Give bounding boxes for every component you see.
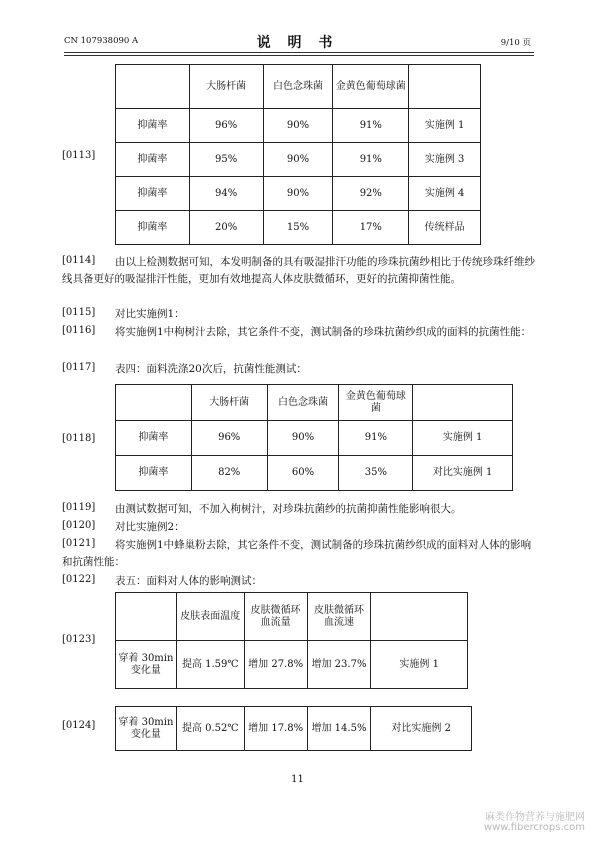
table-header-row <box>116 385 513 421</box>
table-row <box>116 641 468 689</box>
table-row <box>116 109 481 143</box>
table-cell: 35% <box>339 456 413 491</box>
header-cell: 白色念珠菌 <box>267 385 339 421</box>
table-cell: 90% <box>267 421 339 456</box>
table-cell: 82% <box>191 456 267 491</box>
paragraph-number: [0113] <box>62 150 96 161</box>
header-cell: 金黄色葡萄球菌 <box>333 65 409 109</box>
table-cell: 90% <box>263 109 333 143</box>
header-cell <box>116 593 177 641</box>
table-cell: 实施例 4 <box>409 177 481 211</box>
table-cell: 抑菌率 <box>116 211 190 245</box>
table-cell: 对比实施例 1 <box>413 456 513 491</box>
table-cell: 穿着 30min 变化量 <box>116 707 177 751</box>
table-cell: 96% <box>191 421 267 456</box>
paragraph-number: [0121] <box>62 538 96 549</box>
header-cell <box>409 65 481 109</box>
table-cell: 90% <box>263 143 333 177</box>
paragraph-text: 将实施例1中蜂巢粉去除，其它条件不变，测试制备的珍珠抗菌纱织成的面料对人体的影响和抗菌性能： <box>62 539 532 568</box>
table-cell: 实施例 1 <box>371 641 468 689</box>
header-rule-top <box>64 52 534 53</box>
table-cell: 95% <box>189 143 263 177</box>
header-cell <box>116 385 192 421</box>
table-cell: 15% <box>263 211 333 245</box>
paragraph-text: 对比实施例2： <box>115 521 185 533</box>
table-cell: 实施例 1 <box>413 421 513 456</box>
table-cell: 91% <box>333 109 409 143</box>
paragraph-number: [0123] <box>62 634 96 645</box>
page-number: 11 <box>291 774 304 785</box>
paragraph-text: 表四：面料洗涤20次后，抗菌性能测试： <box>115 363 307 375</box>
patent-number: CN 107938090 A <box>64 36 139 46</box>
table-cell: 实施例 3 <box>409 143 481 177</box>
table-cell: 对比实施例 2 <box>371 707 472 751</box>
table-cell: 抑菌率 <box>116 456 192 491</box>
table-cell: 抑菌率 <box>116 143 190 177</box>
table-cell: 传统样品 <box>409 211 481 245</box>
document-title: 说 明 书 <box>256 35 339 51</box>
table-skin-effect-comparison <box>115 706 472 751</box>
header-cell: 白色念珠菌 <box>263 65 333 109</box>
table-wash-test <box>115 384 513 491</box>
table-cell: 92% <box>333 177 409 211</box>
table-cell: 穿着 30min 变化量 <box>116 641 177 689</box>
paragraph-text: 将实施例1中枸树汁去除，其它条件不变，测试制备的珍珠抗菌纱织成的面料的抗菌性能： <box>115 326 532 338</box>
watermark-line1: 麻类作物营养与施肥网 <box>485 812 585 823</box>
table-cell: 提高 0.52℃ <box>176 707 244 751</box>
paragraph-number: [0118] <box>62 433 96 444</box>
paragraph-number: [0116] <box>62 325 96 336</box>
watermark-line2: www.fibercrops.com <box>483 822 585 833</box>
table-cell: 91% <box>333 143 409 177</box>
table-cell: 抑菌率 <box>116 177 190 211</box>
paragraph-number: [0117] <box>62 362 96 373</box>
table-cell: 增加 23.7% <box>307 641 371 689</box>
table-row <box>116 421 513 456</box>
paragraph-text: 对比实施例1： <box>115 308 185 320</box>
paragraph-number: [0115] <box>62 307 96 318</box>
table-cell: 增加 17.8% <box>244 707 307 751</box>
table-row <box>116 143 481 177</box>
paragraph-number: [0124] <box>62 720 96 731</box>
table-header-row <box>116 65 481 109</box>
table-cell: 抑菌率 <box>116 109 190 143</box>
header-rule-bottom <box>64 55 534 56</box>
header-cell: 金黄色葡萄球菌 <box>339 385 413 421</box>
header-cell <box>413 385 513 421</box>
header-cell <box>116 65 190 109</box>
paragraph-number: [0114] <box>62 255 96 266</box>
table-row <box>116 177 481 211</box>
header-cell: 大肠杆菌 <box>191 385 267 421</box>
paragraph-number: [0122] <box>62 574 96 585</box>
table-cell: 实施例 1 <box>409 109 481 143</box>
paragraph-text: 表五：面料对人体的影响测试： <box>115 575 262 587</box>
table-cell: 96% <box>189 109 263 143</box>
table-header-row <box>116 593 468 641</box>
header-cell: 皮肤微循环血流速 <box>307 593 371 641</box>
header-cell: 大肠杆菌 <box>189 65 263 109</box>
table-cell: 增加 14.5% <box>307 707 371 751</box>
table-row <box>116 456 513 491</box>
table-cell: 17% <box>333 211 409 245</box>
table-row <box>116 211 481 245</box>
paragraph-text: 由以上检测数据可知，本发明制备的具有吸湿排汗功能的珍珠抗菌纱相比于传统珍珠纤维纱线具备更好的吸湿排汗性能，更加有效地提高人体皮肤微循环，更好的抗菌抑菌性能。 <box>62 256 535 285</box>
table-cell: 提高 1.59℃ <box>176 641 244 689</box>
table-cell: 90% <box>263 177 333 211</box>
table-cell: 20% <box>189 211 263 245</box>
header-cell <box>371 593 468 641</box>
header-cell: 皮肤表面温度 <box>176 593 244 641</box>
header-cell: 皮肤微循环血流量 <box>244 593 307 641</box>
table-antibacterial-rate <box>115 64 481 245</box>
table-row <box>116 707 472 751</box>
table-cell: 增加 27.8% <box>244 641 307 689</box>
paragraph-number: [0120] <box>62 520 96 531</box>
table-cell: 91% <box>339 421 413 456</box>
table-cell: 94% <box>189 177 263 211</box>
table-cell: 60% <box>267 456 339 491</box>
paragraph-number: [0119] <box>62 502 96 513</box>
table-skin-effect <box>115 592 468 689</box>
paragraph-text: 由测试数据可知，不加入枸树汁，对珍珠抗菌纱的抗菌抑菌性能影响很大。 <box>115 503 462 515</box>
page-indicator: 9/10 页 <box>500 38 531 48</box>
table-cell: 抑菌率 <box>116 421 192 456</box>
